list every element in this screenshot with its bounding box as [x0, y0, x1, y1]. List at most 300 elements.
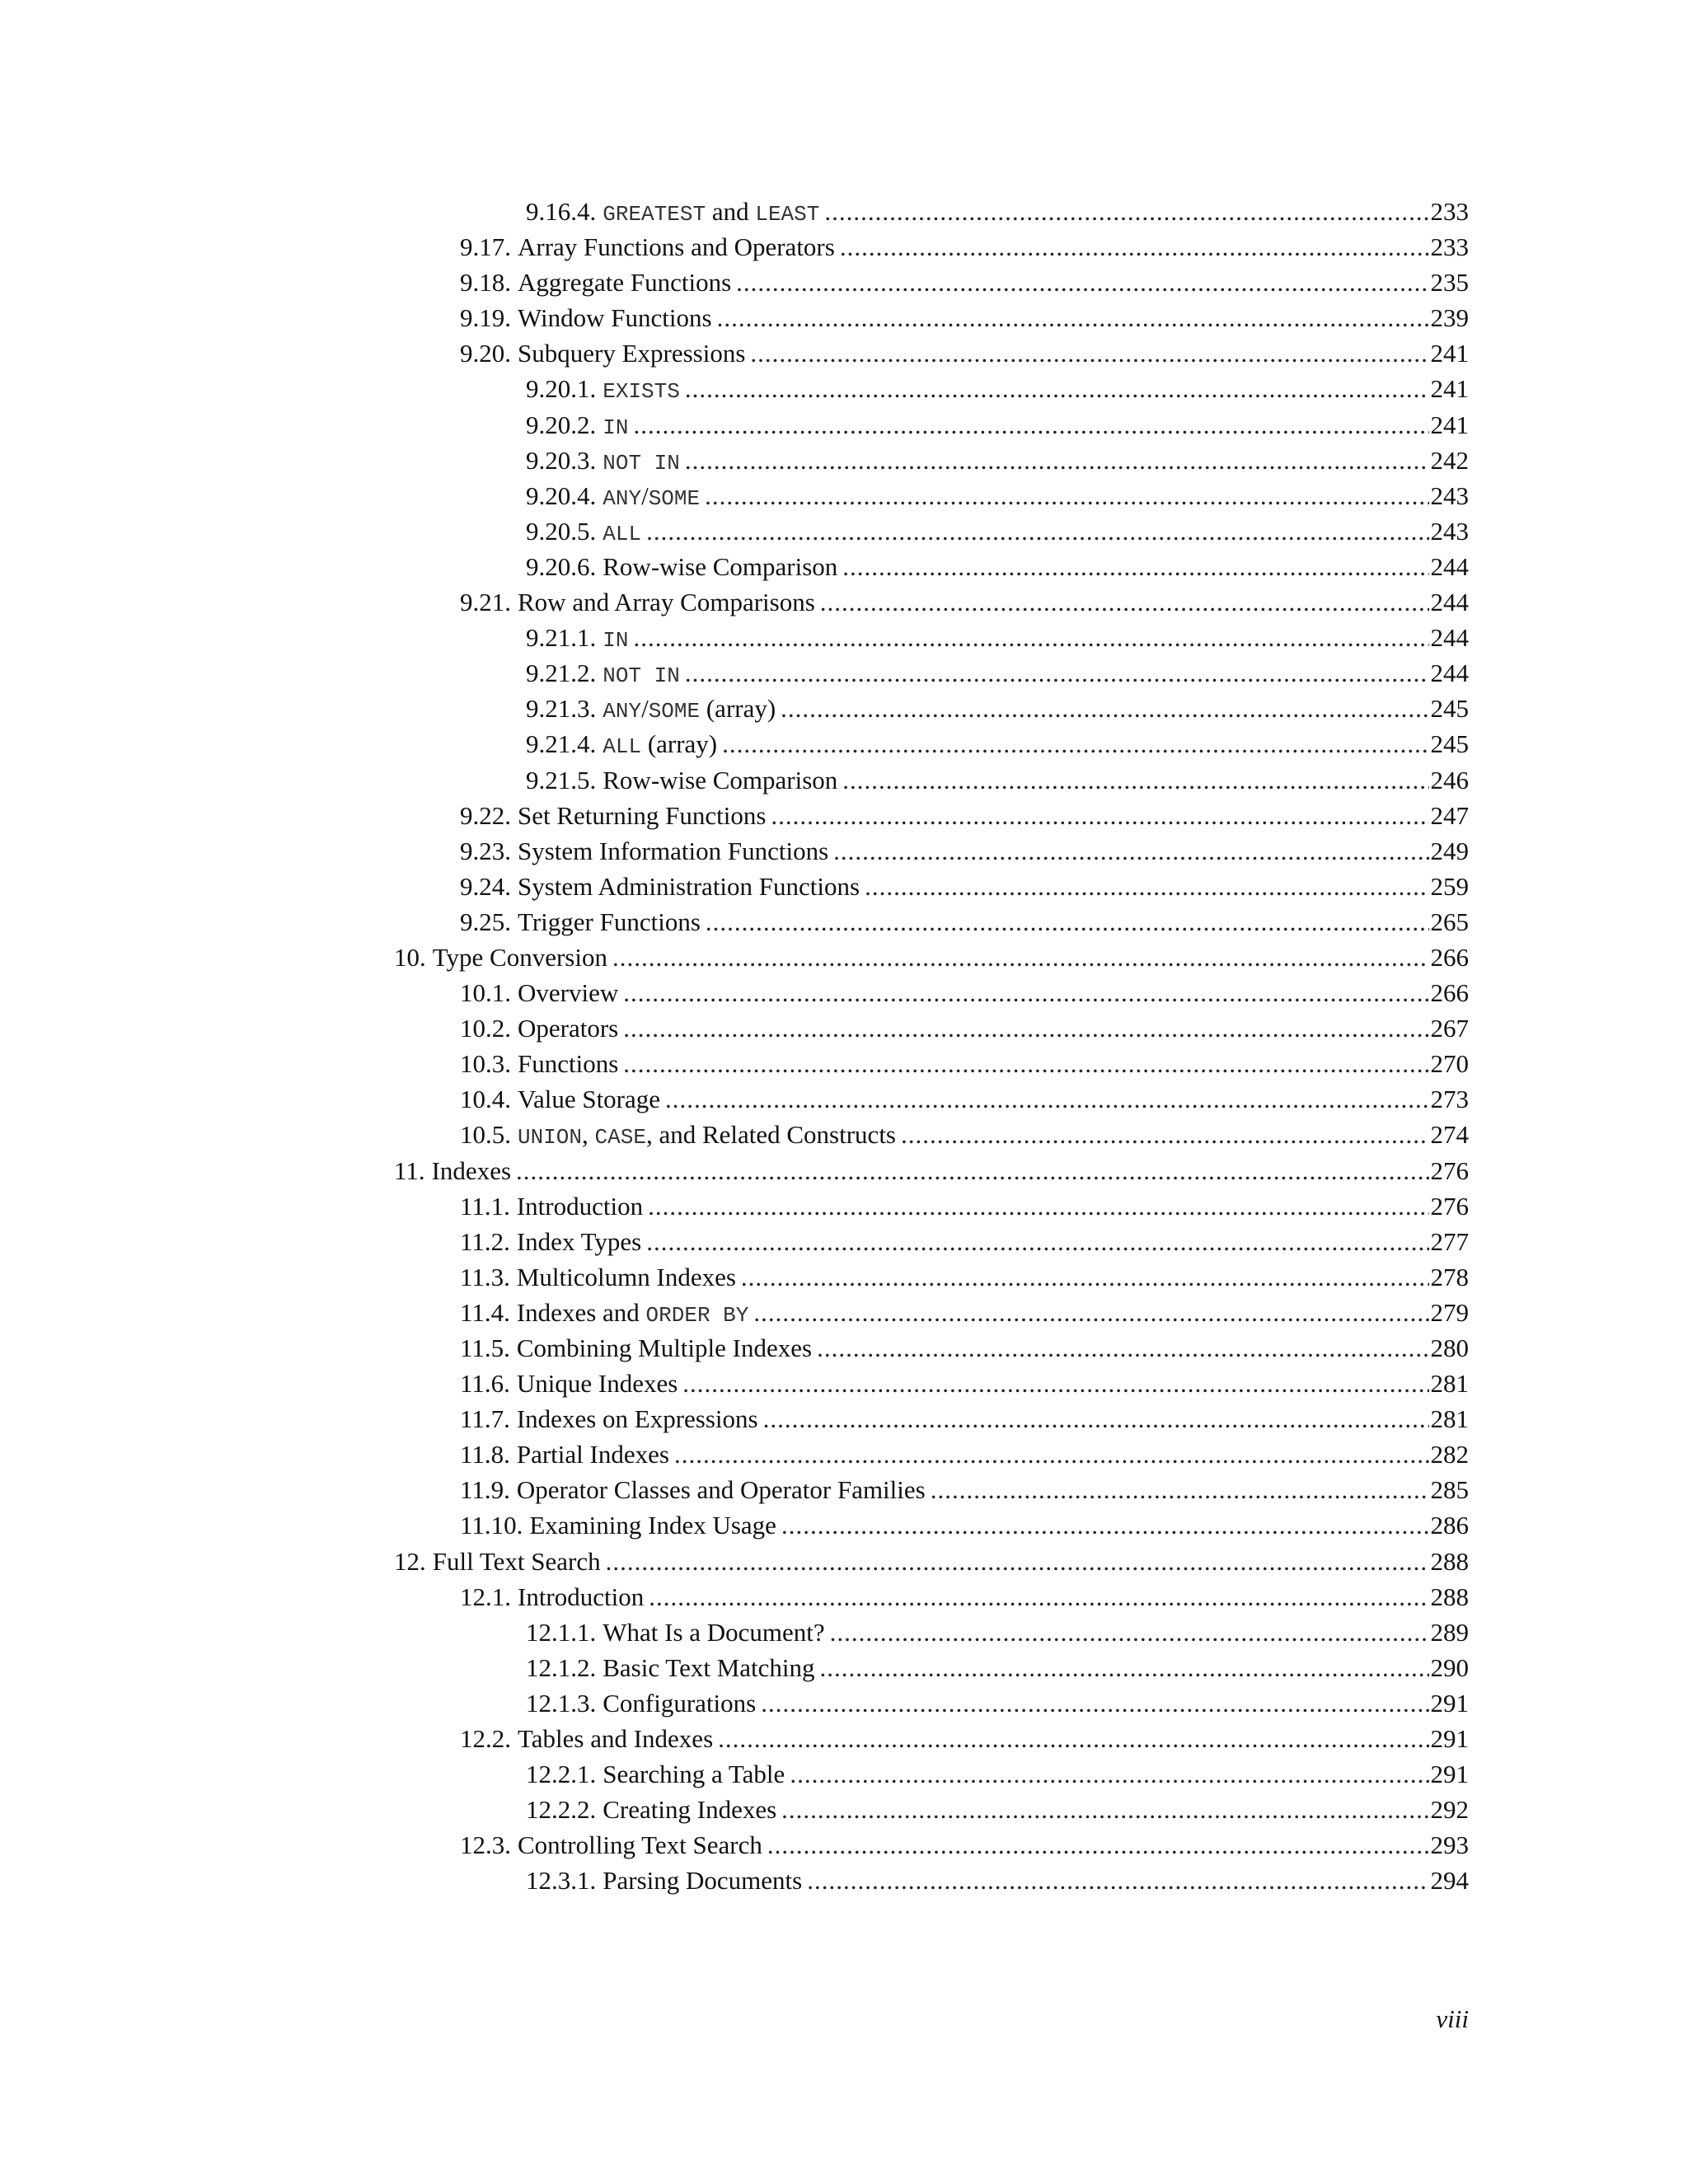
toc-entry-page: 244 — [1430, 551, 1469, 581]
toc-entry-text: System Administration Functions — [518, 871, 860, 901]
toc-entry-title — [460, 1507, 776, 1543]
toc-entry-page: 244 — [1430, 623, 1469, 653]
toc-entry[interactable] — [0, 1401, 1469, 1436]
toc-entry-page: 270 — [1430, 1049, 1469, 1079]
toc-entry-number: 11.7. — [460, 1404, 510, 1434]
toc-entry-text: , — [582, 1120, 595, 1150]
toc-entry-text: Aggregate Functions — [518, 268, 732, 298]
toc-entry-text: Operators — [518, 1014, 619, 1043]
toc-entry-text: (array) — [641, 729, 718, 759]
toc-entry[interactable] — [0, 300, 1469, 335]
toc-entry-page: 281 — [1430, 1404, 1469, 1434]
toc-entry-title — [460, 869, 860, 904]
toc-entry-text: Window Functions — [518, 303, 712, 333]
toc-entry-title — [394, 1544, 601, 1579]
dot-leader — [685, 371, 1429, 406]
toc-entry-number: 9.20. — [460, 339, 511, 368]
toc-entry-title — [526, 407, 628, 446]
toc-entry-page: 294 — [1430, 1866, 1469, 1896]
dot-leader — [685, 655, 1429, 691]
toc-entry-page: 241 — [1430, 374, 1469, 404]
toc-entry-page: 235 — [1430, 268, 1469, 298]
toc-entry-title — [460, 584, 815, 620]
dot-leader — [817, 1330, 1428, 1366]
toc-entry-number: 9.19. — [460, 303, 511, 333]
toc-entry-page: 267 — [1430, 1014, 1469, 1043]
toc-entry-text: Trigger Functions — [518, 907, 701, 936]
toc-entry-number: 12.1.3. — [526, 1688, 597, 1718]
toc-entry-title — [460, 265, 731, 300]
page-number: viii — [1436, 2004, 1469, 2033]
toc-entry-title — [460, 229, 835, 265]
toc-entry-title — [460, 1827, 762, 1863]
toc-entry-title — [526, 371, 680, 410]
toc-entry-title — [460, 1117, 896, 1155]
toc-entry-page: 286 — [1430, 1511, 1469, 1540]
toc-entry-text: Parsing Documents — [603, 1866, 803, 1896]
toc-entry-number: 10.2. — [460, 1014, 511, 1043]
toc-entry-text: Multicolumn Indexes — [516, 1262, 736, 1291]
toc-entry-code: NOT IN — [603, 450, 680, 476]
toc-entry-page: 266 — [1430, 978, 1469, 1008]
toc-entry-title — [526, 655, 680, 694]
toc-entry-number: 11.5. — [460, 1333, 510, 1362]
toc-entry[interactable] — [0, 1721, 1469, 1756]
toc-entry-text: Creating Indexes — [603, 1795, 777, 1825]
toc-entry-page: 245 — [1430, 694, 1469, 724]
toc-entry-title — [526, 549, 837, 584]
toc-entry-text: Array Functions and Operators — [518, 232, 835, 262]
dot-leader — [842, 549, 1428, 584]
dot-leader — [722, 726, 1428, 762]
toc-entry-page: 266 — [1430, 942, 1469, 972]
toc-entry-code: NOT IN — [603, 663, 680, 689]
toc-entry-code: SOME — [648, 699, 701, 724]
dot-leader — [718, 1721, 1428, 1756]
toc-entry-text: , and Related Constructs — [645, 1120, 896, 1150]
toc-entry-number: 9.21. — [460, 588, 511, 617]
dot-leader — [901, 1117, 1429, 1152]
toc-entry-text: Index Types — [516, 1226, 642, 1256]
toc-entry-text: Tables and Indexes — [518, 1724, 714, 1754]
toc-entry-text: Partial Indexes — [516, 1440, 669, 1469]
toc-entry-number: 12.2.2. — [526, 1795, 597, 1825]
toc-entry[interactable] — [0, 975, 1469, 1010]
toc-entry-text: Combining Multiple Indexes — [516, 1333, 813, 1362]
toc-entry-number: 11.2. — [460, 1226, 510, 1256]
toc-entry[interactable] — [0, 869, 1469, 904]
toc-entry-title — [460, 1721, 713, 1756]
toc-entry-text: Searching a Table — [603, 1760, 785, 1789]
toc-entry[interactable] — [0, 1615, 1469, 1650]
toc-entry[interactable] — [0, 1188, 1469, 1224]
toc-entry-number: 9.17. — [460, 232, 511, 262]
toc-entry-page: 288 — [1430, 1582, 1469, 1611]
dot-leader — [741, 1259, 1429, 1295]
toc-entry-text: Full Text Search — [432, 1546, 601, 1576]
dot-leader — [820, 1650, 1429, 1685]
toc-entry-number: 9.21.3. — [526, 694, 597, 724]
toc-entry-title — [460, 798, 766, 833]
toc-entry-number: 10.5. — [460, 1120, 511, 1150]
toc-entry-title — [394, 940, 607, 975]
toc-entry-title — [526, 691, 776, 729]
toc-entry-page: 282 — [1430, 1440, 1469, 1469]
dot-leader — [623, 1046, 1428, 1081]
toc-entry-title — [460, 1366, 678, 1401]
toc-entry-title — [460, 1295, 748, 1333]
toc-entry-text: / — [641, 480, 649, 510]
dot-leader — [648, 1188, 1428, 1224]
toc-entry-code: IN — [603, 628, 629, 654]
dot-leader — [633, 620, 1428, 655]
toc-entry-number: 11.10. — [460, 1511, 523, 1540]
toc-entry-page: 241 — [1430, 410, 1469, 439]
dot-leader — [790, 1756, 1428, 1792]
toc-entry[interactable] — [0, 620, 1469, 655]
toc-entry-title — [394, 1153, 511, 1188]
toc-entry-text: Controlling Text Search — [518, 1830, 762, 1860]
toc-entry-number: 11.9. — [460, 1475, 510, 1505]
dot-leader — [646, 513, 1428, 549]
toc-entry[interactable] — [0, 1330, 1469, 1366]
toc-entry-text: Configurations — [603, 1688, 757, 1718]
toc-entry-text: and — [706, 197, 756, 226]
toc-entry-page: 241 — [1430, 339, 1469, 368]
dot-leader — [781, 691, 1428, 726]
toc-entry-title — [460, 833, 828, 869]
dot-leader — [633, 407, 1428, 443]
dot-leader — [753, 1295, 1428, 1330]
toc-entry-text: Basic Text Matching — [603, 1652, 815, 1682]
toc-entry-page: 265 — [1430, 907, 1469, 936]
toc-entry-page: 243 — [1430, 480, 1469, 510]
toc-entry-page: 293 — [1430, 1830, 1469, 1860]
toc-entry[interactable] — [0, 194, 1469, 229]
toc-entry-number: 12. — [394, 1546, 426, 1576]
toc-entry-title — [526, 513, 641, 552]
toc-entry-page: 246 — [1430, 765, 1469, 794]
toc-entry-title — [526, 1685, 756, 1721]
toc-entry-number: 11.4. — [460, 1297, 510, 1327]
dot-leader — [781, 1792, 1428, 1827]
toc-entry-text: Set Returning Functions — [518, 800, 767, 830]
toc-entry-title — [460, 975, 618, 1010]
toc-entry-number: 10.3. — [460, 1049, 511, 1079]
toc-entry[interactable] — [0, 1544, 1469, 1579]
toc-entry-page: 249 — [1430, 836, 1469, 865]
toc-entry-number: 12.2.1. — [526, 1760, 597, 1789]
dot-leader — [612, 940, 1429, 975]
toc-entry-text: Introduction — [516, 1191, 644, 1221]
toc-entry[interactable] — [0, 1224, 1469, 1259]
toc-entry[interactable] — [0, 1756, 1469, 1792]
toc-entry[interactable] — [0, 1436, 1469, 1472]
toc-entry-code: ALL — [603, 734, 642, 760]
dot-leader — [649, 1579, 1428, 1615]
dot-leader — [606, 1544, 1429, 1579]
toc-entry-title — [526, 1615, 825, 1650]
toc-entry-number: 12.3.1. — [526, 1866, 597, 1896]
toc-entry-number: 9.20.3. — [526, 445, 597, 475]
toc-entry-title — [460, 1081, 660, 1117]
toc-entry-title — [460, 300, 712, 335]
toc-entry[interactable] — [0, 1153, 1469, 1188]
dot-leader — [842, 762, 1428, 798]
toc-entry-number: 11.8. — [460, 1440, 510, 1469]
toc-entry-page: 277 — [1430, 1226, 1469, 1256]
toc-entry-title — [460, 1579, 644, 1615]
toc-entry-number: 9.20.5. — [526, 516, 597, 546]
toc-entry-number: 12.1.2. — [526, 1652, 597, 1682]
toc-entry-number: 12.2. — [460, 1724, 511, 1754]
toc-entry-title — [526, 1792, 776, 1827]
toc-entry-number: 9.21.1. — [526, 623, 597, 653]
toc-entry[interactable] — [0, 1472, 1469, 1507]
toc-entry-title — [460, 1472, 926, 1507]
toc-entry[interactable] — [0, 407, 1469, 443]
toc-entry[interactable] — [0, 1685, 1469, 1721]
dot-leader — [623, 975, 1428, 1010]
toc-entry-code: SOME — [648, 485, 701, 511]
toc-entry[interactable] — [0, 798, 1469, 833]
dot-leader — [807, 1863, 1428, 1898]
toc-entry-number: 9.16.4. — [526, 197, 597, 226]
toc-entry-code: GREATEST — [603, 202, 706, 227]
toc-entry[interactable] — [0, 513, 1469, 549]
toc-entry-page: 274 — [1430, 1120, 1469, 1150]
toc-entry-code: IN — [603, 415, 629, 440]
toc-entry-text: Row-wise Comparison — [603, 765, 838, 794]
dot-leader — [516, 1153, 1428, 1188]
toc-entry-page: 292 — [1430, 1795, 1469, 1825]
toc-entry-number: 9.20.2. — [526, 410, 597, 439]
toc-entry-code: ANY — [603, 699, 642, 724]
toc-entry-page: 233 — [1430, 197, 1469, 226]
toc-entry-code: ALL — [603, 521, 642, 546]
toc-entry-text: System Information Functions — [518, 836, 829, 865]
toc-entry-number: 10. — [394, 942, 426, 972]
toc-entry[interactable] — [0, 1010, 1469, 1046]
toc-entry-title — [460, 1188, 643, 1224]
toc-entry-page: 280 — [1430, 1333, 1469, 1362]
toc-entry-text: Operator Classes and Operator Families — [516, 1475, 926, 1505]
toc-entry-title — [526, 1650, 815, 1685]
dot-leader — [623, 1010, 1428, 1046]
toc-entry-number: 10.4. — [460, 1085, 511, 1114]
dot-leader — [781, 1507, 1429, 1543]
toc-entry-title — [460, 904, 701, 940]
toc-entry-text: (array) — [700, 694, 776, 724]
toc-entry-code: ANY — [603, 485, 642, 511]
toc-entry-number: 9.20.6. — [526, 551, 597, 581]
toc-entry-text: Indexes — [431, 1155, 512, 1185]
toc-entry-page: 243 — [1430, 516, 1469, 546]
toc-entry-text: What Is a Document? — [603, 1617, 825, 1647]
dot-leader — [931, 1472, 1429, 1507]
toc-entry[interactable] — [0, 1046, 1469, 1081]
toc-entry[interactable] — [0, 229, 1469, 265]
toc-entry[interactable] — [0, 265, 1469, 300]
toc-entry-page: 244 — [1430, 658, 1469, 688]
toc-entry-page: 259 — [1430, 871, 1469, 901]
toc-entry-page: 281 — [1430, 1369, 1469, 1399]
table-of-contents — [0, 194, 1688, 1899]
toc-entry-title — [460, 335, 745, 371]
toc-entry[interactable] — [0, 549, 1469, 584]
toc-entry-number: 10.1. — [460, 978, 511, 1008]
toc-entry-page: 245 — [1430, 729, 1469, 759]
toc-entry[interactable] — [0, 1827, 1469, 1863]
toc-entry[interactable] — [0, 1507, 1469, 1543]
toc-entry[interactable] — [0, 1117, 1469, 1152]
dot-leader — [865, 869, 1428, 904]
dot-leader — [824, 194, 1428, 229]
toc-entry-title — [460, 1330, 812, 1366]
toc-entry-code: EXISTS — [603, 379, 680, 405]
toc-entry-text: Functions — [518, 1049, 619, 1079]
toc-entry-page: 291 — [1430, 1724, 1469, 1754]
toc-entry-title — [526, 443, 680, 481]
toc-entry-number: 11.1. — [460, 1191, 510, 1221]
toc-entry-text: Subquery Expressions — [518, 339, 746, 368]
toc-entry-number: 9.20.4. — [526, 480, 597, 510]
dot-leader — [833, 833, 1428, 869]
toc-entry-page: 279 — [1430, 1297, 1469, 1327]
toc-entry-text: Introduction — [518, 1582, 645, 1611]
toc-entry[interactable] — [0, 691, 1469, 726]
toc-entry[interactable] — [0, 1579, 1469, 1615]
toc-entry-page: 239 — [1430, 303, 1469, 333]
toc-entry-number: 11.6. — [460, 1369, 510, 1399]
toc-entry-text: Type Conversion — [432, 942, 607, 972]
toc-entry-title — [526, 478, 700, 517]
toc-entry-number: 12.1.1. — [526, 1617, 597, 1647]
dot-leader — [761, 1685, 1428, 1721]
toc-entry[interactable] — [0, 443, 1469, 478]
toc-entry-title — [526, 620, 628, 658]
dot-leader — [717, 300, 1429, 335]
toc-entry[interactable] — [0, 833, 1469, 869]
toc-entry-title — [526, 762, 837, 798]
dot-leader — [646, 1224, 1428, 1259]
toc-entry[interactable] — [0, 478, 1469, 513]
toc-entry-title — [526, 1756, 785, 1792]
toc-entry-number: 9.23. — [460, 836, 511, 865]
toc-entry-page: 291 — [1430, 1688, 1469, 1718]
toc-entry-page: 285 — [1430, 1475, 1469, 1505]
dot-leader — [665, 1081, 1428, 1117]
toc-entry[interactable] — [0, 904, 1469, 940]
toc-entry[interactable] — [0, 1366, 1469, 1401]
toc-entry[interactable] — [0, 762, 1469, 798]
toc-entry[interactable] — [0, 655, 1469, 691]
toc-entry-number: 12.1. — [460, 1582, 511, 1611]
dot-leader — [736, 265, 1428, 300]
toc-entry[interactable] — [0, 584, 1469, 620]
toc-entry[interactable] — [0, 1863, 1469, 1898]
toc-entry-page: 288 — [1430, 1546, 1469, 1576]
toc-entry-number: 11. — [394, 1155, 425, 1185]
toc-entry-text: Indexes and — [516, 1297, 646, 1327]
toc-entry-page: 273 — [1430, 1085, 1469, 1114]
toc-entry-text: Examining Index Usage — [529, 1511, 776, 1540]
toc-entry-number: 9.25. — [460, 907, 511, 936]
toc-entry-page: 247 — [1430, 800, 1469, 830]
toc-entry-number: 9.21.4. — [526, 729, 597, 759]
toc-entry[interactable] — [0, 1650, 1469, 1685]
toc-entry[interactable] — [0, 371, 1469, 406]
toc-entry[interactable] — [0, 1792, 1469, 1827]
toc-entry-text: Row-wise Comparison — [603, 551, 838, 581]
toc-entry-page: 242 — [1430, 445, 1469, 475]
dot-leader — [767, 1827, 1429, 1863]
toc-entry-title — [460, 1224, 641, 1259]
dot-leader — [771, 798, 1428, 833]
toc-entry-title — [460, 1436, 669, 1472]
toc-entry-text: / — [641, 694, 649, 724]
toc-entry-title — [460, 1010, 618, 1046]
toc-entry[interactable] — [0, 1259, 1469, 1295]
toc-entry-code: LEAST — [755, 202, 820, 227]
dot-leader — [763, 1401, 1429, 1436]
dot-leader — [685, 443, 1429, 478]
toc-entry-title — [526, 726, 717, 765]
toc-entry-number: 9.20.1. — [526, 374, 597, 404]
dot-leader — [682, 1366, 1428, 1401]
toc-entry-title — [526, 194, 819, 232]
toc-entry-text: Overview — [518, 978, 619, 1008]
toc-entry-code: CASE — [594, 1125, 646, 1151]
toc-entry[interactable] — [0, 335, 1469, 371]
toc-entry-number: 9.21.2. — [526, 658, 597, 688]
toc-entry-page: 291 — [1430, 1760, 1469, 1789]
toc-entry-page: 276 — [1430, 1155, 1469, 1185]
toc-entry-text: Row and Array Comparisons — [518, 588, 815, 617]
dot-leader — [820, 584, 1429, 620]
dot-leader — [706, 904, 1429, 940]
dot-leader — [705, 478, 1428, 513]
toc-entry-code: UNION — [518, 1125, 583, 1151]
toc-entry-title — [460, 1401, 758, 1436]
toc-entry-number: 9.22. — [460, 800, 511, 830]
toc-entry[interactable] — [0, 1081, 1469, 1117]
toc-entry[interactable] — [0, 1295, 1469, 1330]
dot-leader — [840, 229, 1429, 265]
toc-entry-number: 11.3. — [460, 1262, 510, 1291]
toc-entry-text: Unique Indexes — [516, 1369, 678, 1399]
toc-entry-text: Value Storage — [518, 1085, 661, 1114]
toc-entry-page: 289 — [1430, 1617, 1469, 1647]
toc-entry-page: 278 — [1430, 1262, 1469, 1291]
toc-entry-code: ORDER BY — [645, 1302, 749, 1328]
dot-leader — [750, 335, 1428, 371]
toc-entry[interactable] — [0, 726, 1469, 762]
toc-entry-page: 276 — [1430, 1191, 1469, 1221]
toc-entry-title — [460, 1259, 736, 1295]
toc-entry-text: Indexes on Expressions — [516, 1404, 758, 1434]
toc-entry-page: 233 — [1430, 232, 1469, 262]
toc-entry-title — [460, 1046, 618, 1081]
toc-entry-number: 12.3. — [460, 1830, 511, 1860]
toc-entry-number: 9.24. — [460, 871, 511, 901]
dot-leader — [674, 1436, 1429, 1472]
toc-entry[interactable] — [0, 940, 1469, 975]
toc-entry-title — [526, 1863, 802, 1898]
toc-entry-number: 9.21.5. — [526, 765, 597, 794]
dot-leader — [830, 1615, 1429, 1650]
toc-entry-number: 9.18. — [460, 268, 511, 298]
